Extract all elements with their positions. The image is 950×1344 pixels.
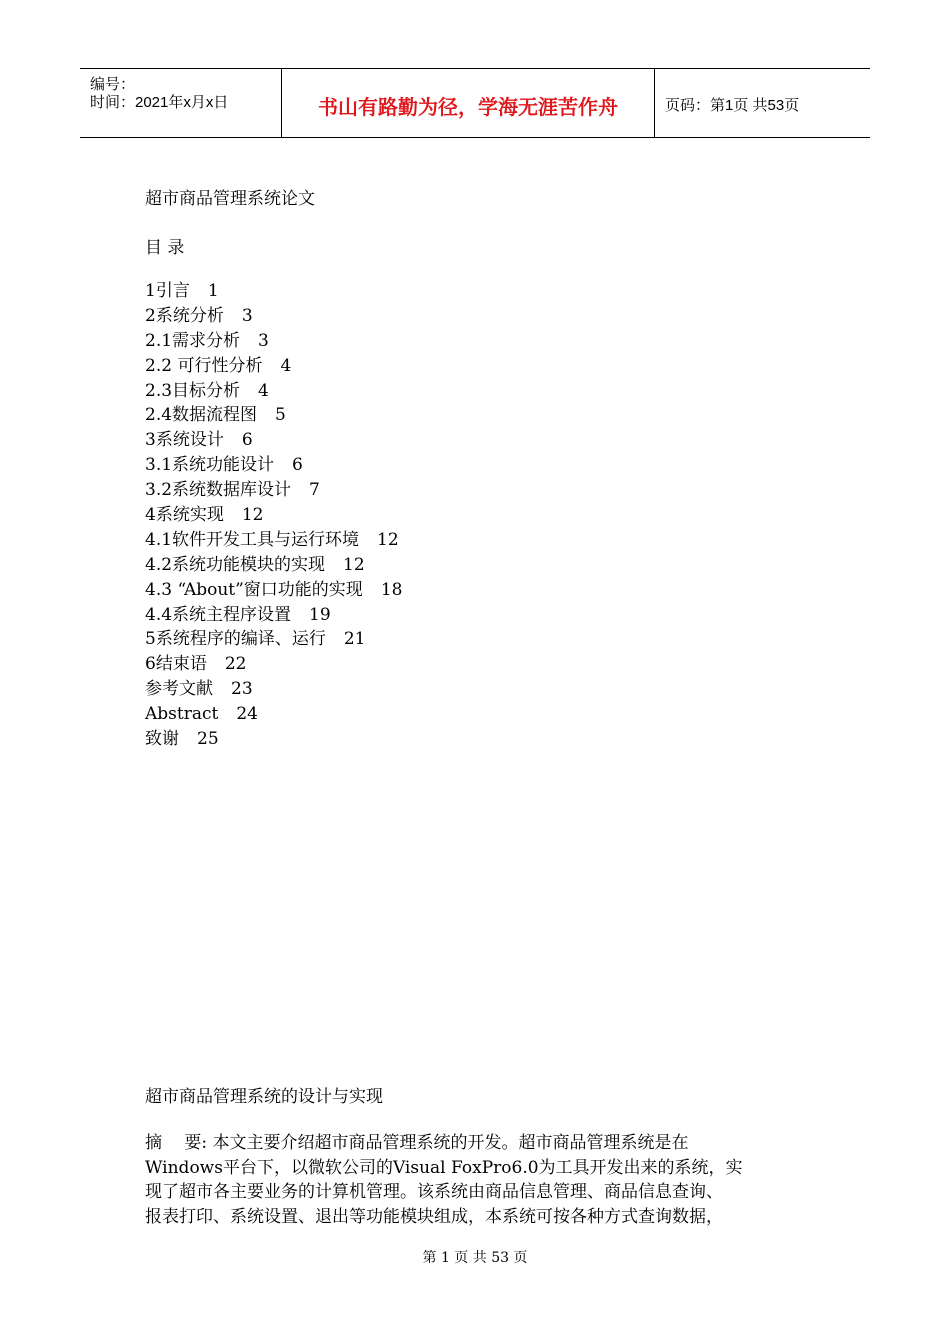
toc-entry <box>145 702 402 727</box>
toc-entry-text: 致谢 <box>145 729 179 750</box>
toc-entry <box>145 652 402 677</box>
abstract-line: Windows平台下，以微软公司的Visual FoxPro6.0为工具开发出来的系统，实 <box>145 1157 743 1178</box>
page-header-table <box>80 68 870 138</box>
page-footer: 第 1 页 共 53 页 <box>422 1250 528 1266</box>
toc-entry <box>145 453 402 478</box>
abstract-line: 报表打印、系统设置、退出等功能模块组成，本系统可按各种方式查询数据， <box>145 1206 723 1227</box>
toc-entry-page: 6 <box>292 455 303 476</box>
abstract-paragraph <box>145 1131 805 1229</box>
toc-entry <box>145 528 402 553</box>
toc-entry-text: 4系统实现 <box>145 505 224 526</box>
toc-entry <box>145 677 402 702</box>
toc-entry <box>145 553 402 578</box>
toc-entry-text: 2系统分析 <box>145 305 224 326</box>
toc-heading: 目 录 <box>145 238 185 258</box>
toc-entry-page: 4 <box>280 355 292 376</box>
toc-entry-page: 1 <box>207 281 219 301</box>
toc-entry <box>145 727 402 752</box>
paper-title: 超市商品管理系统论文 <box>145 189 315 209</box>
toc-entry-page: 21 <box>343 629 366 650</box>
header-right-cell <box>655 69 870 137</box>
toc-entry-page: 12 <box>377 529 399 550</box>
toc-entry <box>145 478 402 503</box>
toc-entry <box>145 503 402 528</box>
toc-entry-text: 4.3 “About”窗口功能的实现 <box>145 579 363 600</box>
abstract-line: 摘 要: 本文主要介绍超市商品管理系统的开发。超市商品管理系统是在 <box>145 1133 689 1153</box>
toc-entry-page: 5 <box>275 405 286 426</box>
page-number-label: 页码：第1页 共53页 <box>665 97 800 114</box>
toc-entry-page: 6 <box>241 430 253 451</box>
toc-entry <box>145 354 402 379</box>
toc-entry-text: 6结束语 <box>145 654 207 675</box>
toc-entry-page: 12 <box>343 554 365 575</box>
toc-entry-page: 3 <box>241 305 253 326</box>
toc-entry <box>145 603 402 628</box>
toc-entry-page: 19 <box>309 604 331 625</box>
toc-entry-page: 7 <box>309 480 320 501</box>
toc-entry <box>145 578 402 603</box>
toc-entry-text: 2.2 可行性分析 <box>145 355 263 376</box>
header-left-cell <box>80 69 282 137</box>
abstract-line: 现了超市各主要业务的计算机管理。该系统由商品信息管理、商品信息查询、 <box>145 1182 723 1202</box>
toc-entry <box>145 279 402 304</box>
toc-entry <box>145 428 402 453</box>
toc-entry-page: 24 <box>236 704 258 725</box>
table-of-contents <box>145 279 402 752</box>
header-motto: 书山有路勤为径，学海无涯苦作舟 <box>318 95 618 119</box>
date-label: 时间：2021年x月x日 <box>90 94 229 111</box>
toc-entry-page: 3 <box>258 330 269 351</box>
toc-entry <box>145 379 402 404</box>
toc-entry <box>145 329 402 354</box>
section-title: 超市商品管理系统的设计与实现 <box>145 1087 383 1107</box>
toc-entry-text: 4.4系统主程序设置 <box>145 604 292 625</box>
toc-entry <box>145 403 402 428</box>
toc-entry-page: 4 <box>258 380 269 401</box>
toc-entry-text: 2.1需求分析 <box>145 330 241 351</box>
toc-entry-text: Abstract <box>145 704 219 725</box>
header-middle-cell <box>282 69 655 137</box>
toc-entry-text: 5系统程序的编译、运行 <box>145 629 326 650</box>
toc-entry-text: 2.3目标分析 <box>145 380 241 401</box>
toc-entry-page: 23 <box>231 679 253 700</box>
toc-entry-text: 3系统设计 <box>145 430 224 451</box>
toc-entry-text: 4.2系统功能模块的实现 <box>145 554 326 575</box>
toc-entry-text: 1引言 <box>145 281 190 301</box>
toc-entry <box>145 627 402 652</box>
toc-entry-page: 12 <box>241 505 264 526</box>
toc-entry <box>145 304 402 329</box>
toc-entry-page: 18 <box>380 579 403 600</box>
toc-entry-page: 25 <box>197 729 219 750</box>
toc-entry-text: 2.4数据流程图 <box>145 405 258 426</box>
toc-entry-text: 4.1软件开发工具与运行环境 <box>145 529 360 550</box>
serial-label: 编号： <box>90 76 136 93</box>
toc-entry-text: 3.1系统功能设计 <box>145 455 275 476</box>
toc-entry-text: 3.2系统数据库设计 <box>145 480 292 501</box>
toc-entry-page: 22 <box>224 654 247 675</box>
toc-entry-text: 参考文献 <box>145 679 213 700</box>
